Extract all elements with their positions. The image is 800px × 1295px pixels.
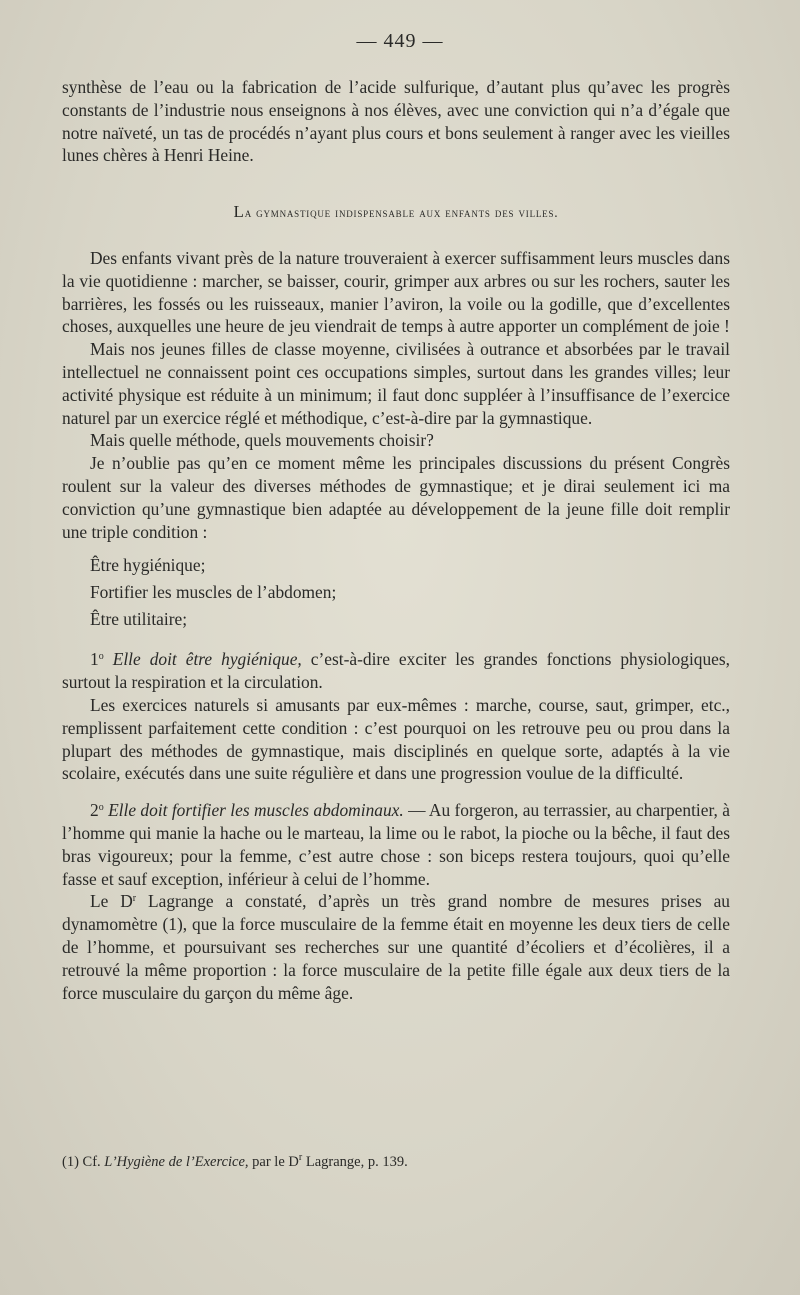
condition-title: Elle doit fortifier les muscles abdominaux. — [108, 800, 404, 821]
condition-title: Elle doit être hygiénique, — [112, 649, 302, 670]
heading-text: a gymnastique indispensable aux enfants des villes. — [244, 205, 559, 221]
condition-text: c’est-à-dire exciter les grandes fonctions physiologiques, surtout la respiration et la circulation. — [62, 649, 730, 693]
main-text — [62, 76, 730, 1004]
superscript: r — [298, 1152, 303, 1163]
paragraph: Mais quelle méthode, quels mouvements choisir? — [90, 430, 434, 451]
list-item: Être utilitaire; — [90, 609, 188, 630]
paragraph-continuation: synthèse de l’eau ou la fabrication de l’acide sulfurique, d’autant plus qu’avec les progrès constants de l’industrie nous enseignons à nos élèves, avec une conviction qui n’a d’égale que notre naïveté, un tas de procédés n’ayant plus cours et bons seulement à ranger avec les vieilles lunes chères à Henri Heine. — [62, 77, 730, 166]
list-item: Être hygiénique; — [90, 555, 206, 576]
paragraph-condition-2 — [62, 799, 730, 890]
footnote-text: par le D — [248, 1154, 299, 1170]
footnote-marker: (1) Cf. — [62, 1154, 105, 1170]
paragraph: Je n’oublie pas qu’en ce moment même les principales discussions du présent Congrès roulent sur la valeur des diverses méthodes de gymnastique; et je dirai seulement ici ma conviction qu’une gymnastique bien adaptée au développement de la jeune fille doit remplir une triple condition : — [62, 453, 730, 542]
paragraph: Mais nos jeunes filles de classe moyenne, civilisées à outrance et absorbées par le travail intellectuel ne connaissent point ces occupations simples, surtout dans les grandes villes; leur activité physique est réduite à un minimum; il faut donc suppléer à l’insuffisance de l’exercice naturel par un exercice réglé et méthodique, c’est-à-dire par la gymnastique. — [62, 339, 730, 428]
text-run: Le D — [90, 891, 133, 912]
list-item: Fortifier les muscles de l’abdomen; — [90, 582, 337, 603]
paragraph: Les exercices naturels si amusants par eux-mêmes : marche, course, saut, grimper, etc., remplissent parfaitement cette condition : c’est pourquoi on les retrouve peu ou prou dans la plupart des méthodes de gymnastique, mais disciplinés en quelque sorte, adaptés à la vie scolaire, exécutés dans une suite régulière et dans une progression voulue de la difficulté. — [62, 694, 730, 784]
condition-number: 1 — [90, 649, 99, 670]
footnote-text: Lagrange, p. 139. — [302, 1154, 408, 1170]
superscript: o — [98, 651, 104, 663]
text-run: Lagrange a constaté, d’après un très grand nombre de mesures prises au dynamomètre (1), que la force musculaire de la femme était en moyenne les deux tiers de celle de l’homme, et poursuivant ses recherches sur une quantité d’écoliers et d’écolières, il a retrouvé la même proportion : la force musculaire de la petite fille égale aux deux tiers de la force musculaire du garçon du même âge. — [62, 891, 730, 1003]
paragraph-condition-1 — [62, 648, 730, 694]
section-heading — [62, 201, 730, 225]
paragraph: Des enfants vivant près de la nature trouveraient à exercer suffisamment leurs muscles dans la vie quotidienne : marcher, se baisser, courir, grimper aux arbres ou sur les rochers, sauter les barrières, les fossés ou les ruisseaux, manier l’aviron, la voile ou la godille, que d’excellentes choses, auxquelles une heure de jeu viendrait de temps à autre apporter un complément de joie ! — [62, 247, 730, 337]
superscript: r — [132, 893, 137, 905]
condition-number: 2 — [90, 800, 99, 821]
footnote-title: L’Hygiène de l’Exercice, — [104, 1154, 249, 1170]
page-number: — 449 — — [356, 30, 444, 52]
paragraph — [62, 890, 730, 1004]
condition-text: — Au forgeron, au terrassier, au charpentier, à l’homme qui manie la hache ou le marteau, la lime ou le rabot, la pioche ou la bêche, il faut des bras vigoureux; pour la femme, c’est autre chose : son biceps restera toujours, quoi qu’elle fasse et sauf exception, inférieur à celui de l’homme. — [62, 800, 730, 889]
superscript: o — [98, 802, 104, 814]
heading-initial: L — [233, 202, 245, 222]
footnote — [62, 1152, 730, 1172]
